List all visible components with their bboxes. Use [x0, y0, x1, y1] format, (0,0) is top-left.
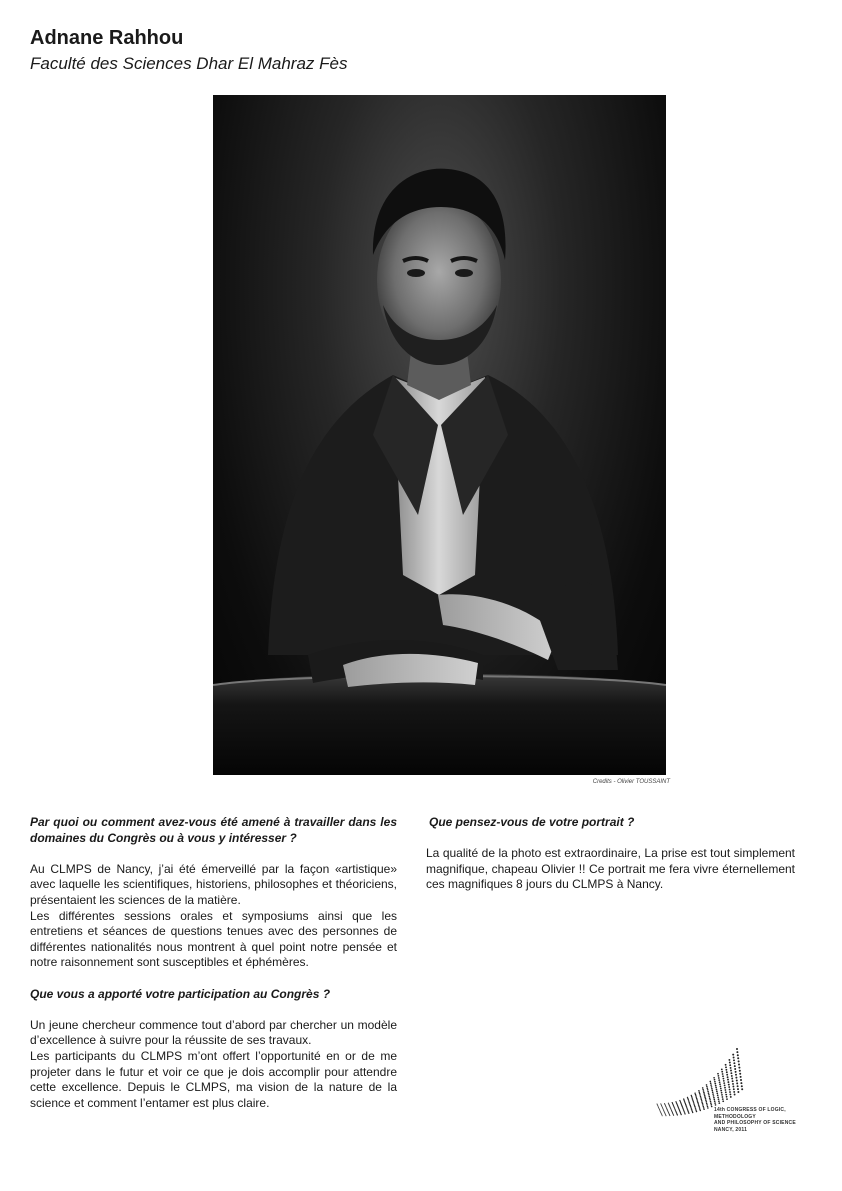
logo-line-3: AND PHILOSOPHY OF SCIENCE	[714, 1120, 796, 1126]
right-column	[426, 815, 795, 893]
answer-2-paragraph-1: Un jeune chercheur commence tout d’abord par chercher un modèle d’excellence à suivre pour la réussite de ses travaux.	[30, 1017, 397, 1048]
answer-2-paragraph-2: Les participants du CLMPS m’ont offert l’opportunité en or de me projeter dans le futur et voir ce que je dois accomplir pour attendre cette excellence. Depuis le CLMPS, ma vision de la nature de la science et comment l’entamer est plus claire.	[30, 1048, 397, 1110]
answer-1-paragraph-2: Les différentes sessions orales et symposiums ainsi que les entretiens et séances de questions tenues avec des personnes de différentes nationalités nous montrent à quel point notre pensée et notre raisonnement sont susceptibles et éphémères.	[30, 908, 397, 970]
portrait-photo	[213, 95, 666, 775]
logo-line-1: 14th CONGRESS OF LOGIC,	[714, 1107, 786, 1113]
photo-credits: Credits - Olivier TOUSSAINT	[592, 779, 670, 785]
logo-line-2: METHODOLOGY	[714, 1113, 756, 1120]
question-3: Que pensez-vous de votre portrait ?	[429, 815, 635, 829]
question-1: Par quoi ou comment avez-vous été amené à travailler dans les domaines du Congrès ou à vous y intéresser ?	[30, 815, 397, 845]
congress-logo-text	[714, 1107, 824, 1133]
question-2: Que vous a apporté votre participation au Congrès ?	[30, 986, 331, 1001]
logo-line-4: NANCY, 2011	[714, 1126, 748, 1133]
answer-1-paragraph-1: Au CLMPS de Nancy, j’ai été émerveillé par la façon «artistique» avec laquelle les scientifiques, historiens, philosophes et théoriciens, présentaient les sciences de la matière.	[30, 861, 397, 907]
left-column	[30, 815, 397, 1111]
answer-3: La qualité de la photo est extraordinaire, La prise est tout simplement magnifique, chapeau Olivier !! Ce portrait me fera vivre éternellement ces magnifiques 8 jours du CLMPS à Nancy.	[426, 846, 795, 892]
person-affiliation: Faculté des Sciences Dhar El Mahraz Fès	[30, 54, 348, 73]
person-name: Adnane Rahhou	[30, 27, 184, 49]
